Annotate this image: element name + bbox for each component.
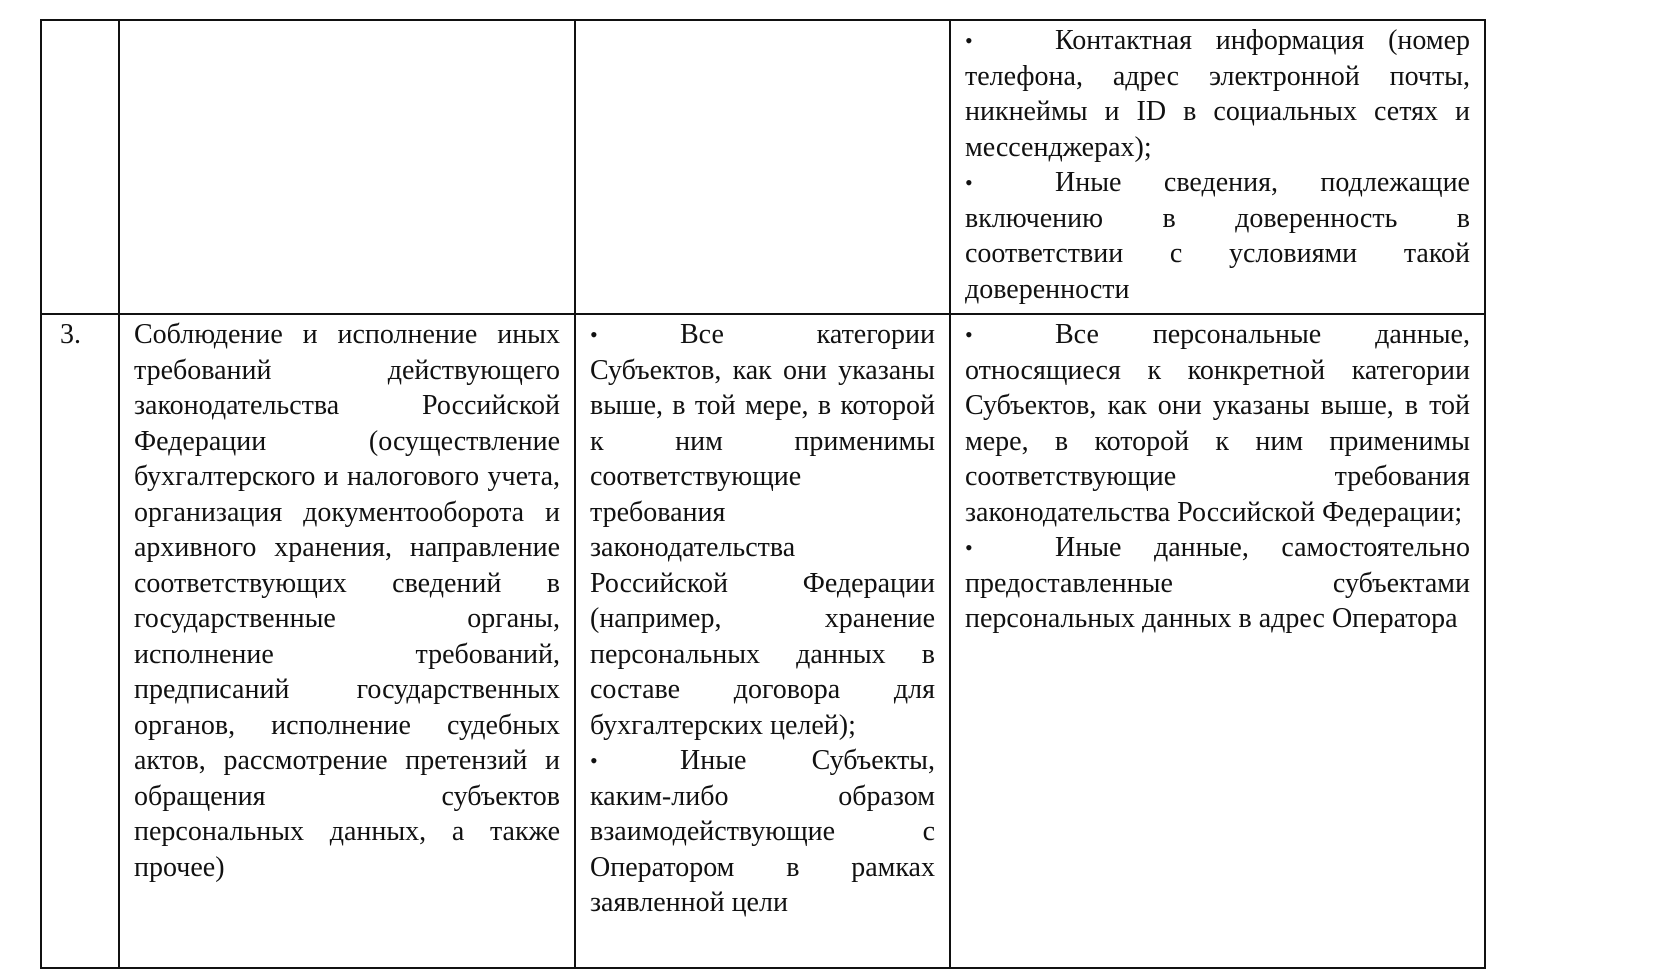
bullet-icon: •	[965, 535, 973, 560]
purpose-cell: Соблюдение и исполнение иных требований действующего законодательства Российской Федерации (осуществление бухгалтерского и налогового учета, организация документооборота и архивного хранения, направление соответствующих сведений в государственные органы, исполнение требований, предписаний государственных органов, исполнение судебных актов, рассмотрение претензий и обращения субъектов персональных данных, а также прочее)	[119, 314, 575, 968]
bullet-icon: •	[590, 748, 598, 773]
list-item-text: Все категории Субъектов, как они указаны выше, в той мере, в которой к ним применимы соответствующие требования законодательства Российской Федерации (например, хранение персональных данных в составе договора для бухгалтерских целей);	[590, 319, 935, 741]
list-item-text: Все персональные данные, относящиеся к конкретной категории Субъектов, как они указаны выше, в той мере, в которой к ним применимы соответствующие требования законодательства Российской Федерации;	[965, 319, 1470, 528]
subjects-cell	[575, 20, 950, 314]
row-number-cell	[41, 20, 119, 314]
bullet-icon: •	[965, 28, 973, 53]
list-item-text: Иные Субъекты, каким-либо образом взаимодействующие с Оператором в рамках заявленной цели	[590, 745, 935, 918]
list-item	[965, 317, 1470, 530]
subjects-cell	[575, 314, 950, 968]
row-number-cell: 3.	[41, 314, 119, 968]
bullet-icon: •	[590, 322, 598, 347]
list-item-text: Иные данные, самостоятельно предоставленные субъектами персональных данных в адрес Оператора	[965, 532, 1470, 634]
list-item	[965, 165, 1470, 307]
table-row	[41, 314, 1485, 968]
list-item	[965, 23, 1470, 165]
bullet-icon: •	[965, 170, 973, 195]
list-item-text: Иные сведения, подлежащие включению в доверенность в соответствии с условиями такой доверенности	[965, 167, 1470, 305]
list-item	[590, 317, 935, 743]
purpose-cell	[119, 20, 575, 314]
list-item-text: Контактная информация (номер телефона, адрес электронной почты, никнеймы и ID в социальных сетях и мессенджерах);	[965, 25, 1470, 163]
bullet-icon: •	[965, 322, 973, 347]
table-row	[41, 20, 1485, 314]
data-categories-cell	[950, 314, 1485, 968]
personal-data-table	[40, 19, 1486, 969]
data-categories-cell	[950, 20, 1485, 314]
list-item	[590, 743, 935, 921]
list-item	[965, 530, 1470, 637]
